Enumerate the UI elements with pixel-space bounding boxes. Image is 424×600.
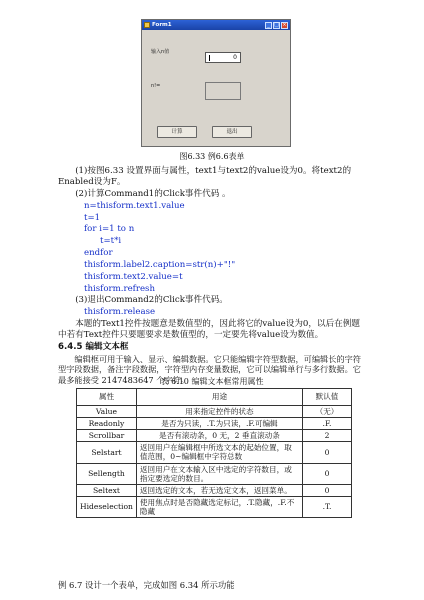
code-line: t=1 — [84, 213, 101, 223]
code-line: t=t*i — [100, 236, 122, 246]
minimize-icon[interactable]: _ — [265, 22, 272, 29]
table-row — [77, 463, 352, 484]
code-line: n=thisform.text1.value — [84, 201, 185, 211]
table-row — [77, 496, 352, 517]
property-usage: 用来指定控件的状态 — [136, 406, 302, 418]
table-row — [77, 406, 352, 418]
section-body: 编辑框可用于输入、显示、编辑数据。它只能编辑字符型数据，可编辑长的字符型字段数据，备注字段数据，字符型内存变量数据，它可以编辑单行与多行数据。它最多能接受 2147483647 个字符。 — [58, 354, 361, 385]
code-line: thisform.label2.caption=str(n)+"!" — [84, 260, 236, 270]
step-1-text: (1)按图6.33 设置界面与属性，text1与text2的value设为0。将text2的Enabled设为F。 — [58, 166, 352, 187]
property-default: .F. — [303, 418, 352, 430]
property-default: （无） — [303, 406, 352, 418]
app-icon — [144, 22, 150, 28]
column-header: 属性 — [77, 389, 137, 406]
example-heading: 例 6.7 设计一个表单，完成如图 6.34 所示功能 — [58, 580, 235, 590]
window-titlebar — [142, 20, 290, 30]
text1-value: 0 — [233, 54, 237, 61]
property-name: Value — [77, 406, 137, 418]
property-name: Readonly — [77, 418, 137, 430]
code-line: thisform.text2.value=t — [84, 272, 183, 282]
note-paragraph: 本题的Text1控件按题意是数值型的，因此将它的value设为0，以后在例题中若有Text控件只要题要求是数值型的，一定要先将value设为数值。 — [58, 319, 360, 340]
close-icon[interactable]: × — [282, 21, 287, 28]
label1: 输入n值 — [151, 49, 170, 55]
text2-input — [205, 82, 241, 100]
table-row — [77, 418, 352, 430]
code-line: thisform.release — [84, 307, 156, 317]
step-3-text: (3)退出Command2的Click事件代码。 — [75, 295, 228, 305]
text-caret — [209, 55, 210, 61]
property-default: .T. — [303, 496, 352, 517]
code-line: endfor — [84, 248, 113, 258]
text1-input[interactable] — [205, 52, 241, 63]
table-row — [77, 442, 352, 463]
property-default: 0 — [303, 442, 352, 463]
code-line: for i=1 to n — [84, 224, 135, 234]
table-row — [77, 430, 352, 442]
command2-button[interactable]: 退出 — [212, 126, 252, 138]
property-name: Scrollbar — [77, 430, 137, 442]
section-heading: 6.4.5 编辑文本框 — [58, 342, 129, 352]
property-name: Sellength — [77, 463, 137, 484]
property-default: 0 — [303, 463, 352, 484]
table-row — [77, 484, 352, 496]
property-usage: 是否有滚动条，0 无，2 垂直滚动条 — [136, 430, 302, 442]
property-name: Selstart — [77, 442, 137, 463]
code-line: thisform.refresh — [84, 284, 156, 294]
step-2-text: (2)计算Command1的Click事件代码 。 — [75, 189, 231, 199]
command1-button[interactable]: 计算 — [157, 126, 197, 138]
property-usage: 使用焦点时是否隐藏选定标记，.T.隐藏，.F.不隐藏 — [136, 496, 302, 517]
property-usage: 是否为只读，.T.为只读，.F.可编辑 — [136, 418, 302, 430]
property-usage: 返回用户在文本输入区中选定的字符数目，或指定要选定的数目。 — [136, 463, 302, 484]
property-name: Seltext — [77, 484, 137, 496]
table-caption: 表 6.10 编辑文本框常用属性 — [160, 377, 264, 386]
maximize-icon[interactable]: □ — [274, 21, 279, 28]
property-default: 2 — [303, 430, 352, 442]
properties-table — [76, 388, 352, 518]
form-preview-window — [141, 19, 291, 147]
window-title: Form1 — [152, 21, 172, 28]
label2: n!= — [151, 83, 161, 89]
property-default: 0 — [303, 484, 352, 496]
column-header: 默认值 — [303, 389, 352, 406]
property-name: Hideselection — [77, 496, 137, 517]
table-header-row — [77, 389, 352, 406]
property-usage: 返回用户在编辑框中所选文本的起始位置，取值范围，0~编辑框中字符总数 — [136, 442, 302, 463]
column-header: 用途 — [136, 389, 302, 406]
property-usage: 返回选定的文本，若无选定文本，返回菜单。 — [136, 484, 302, 496]
figure-caption: 图6.33 例6.6表单 — [179, 152, 245, 161]
